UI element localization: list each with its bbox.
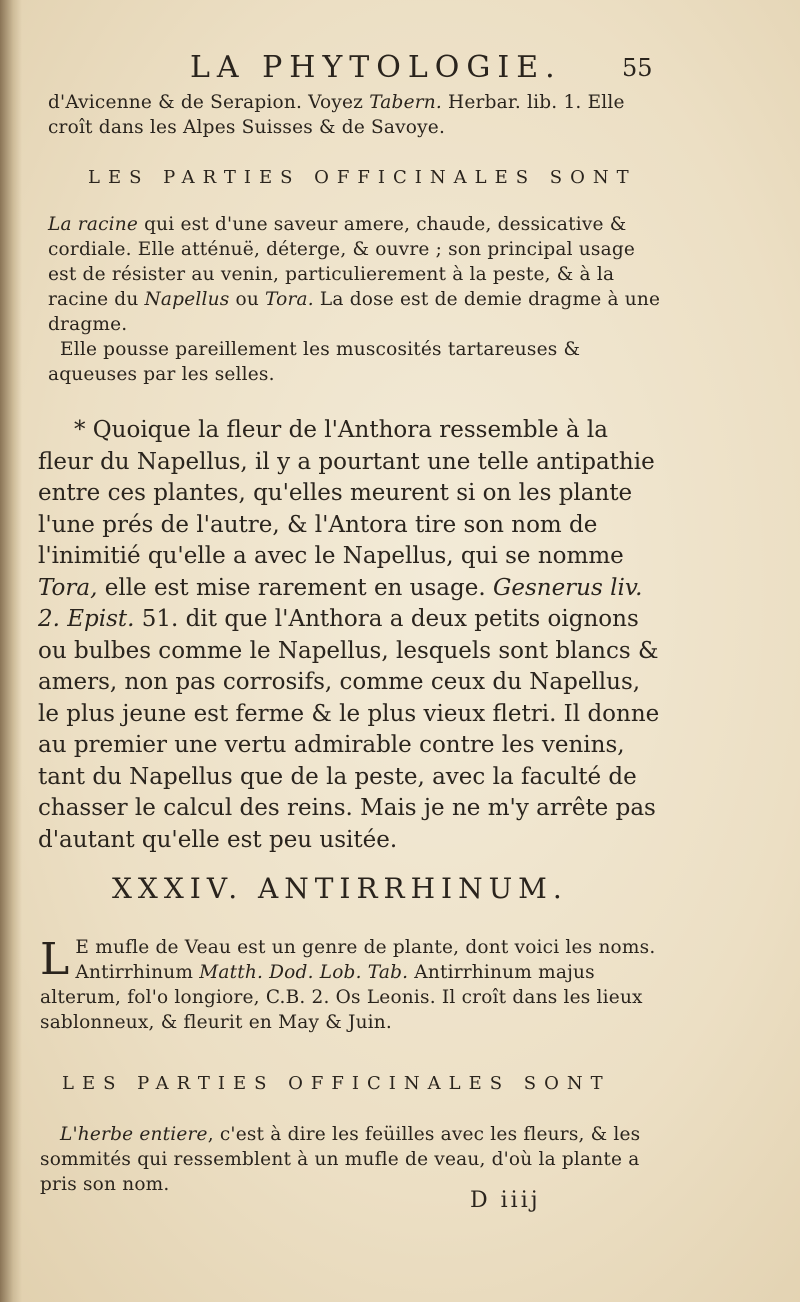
ref-tora: Tora. (265, 289, 314, 310)
signature-mark: D iiij (470, 1188, 541, 1213)
page-number: 55 (622, 54, 653, 82)
p1-text-a: qui est d'une saveur amere, chaude, dessicative & cordiale. Elle atténuë, déterge, & ouvre ; son principal usage est de résister au venin, particulierement à la peste, & à la racine du (48, 214, 636, 310)
p1-text-b: ou (229, 289, 266, 310)
drop-cap: L (40, 934, 70, 985)
section-heading-2: LES PARTIES OFFICINALES SONT (62, 1073, 611, 1094)
note-paragraph (38, 415, 668, 856)
note-text-c: 51. dit que l'Anthora a deux petits oignons ou bulbes comme le Napellus, lesquels sont blancs & amers, non pas corrosifs, comme ceux du Napellus, le plus jeune est ferme & le plus vieux fletri. Il donne au premier une vertu admirable contre les venins, tant du Napellus que de la peste, avec la faculté de chasser le calcul des reins. Mais je ne m'y arrête pas d'autant qu'elle est peu usitée. (38, 606, 660, 853)
ref-tora-2: Tora, (38, 574, 98, 601)
page-spine-shadow (0, 0, 22, 1302)
ref-gesnerus: Gesnerus liv. 2. Epist. (38, 574, 643, 632)
lead-herbe: L'herbe entiere (60, 1124, 208, 1145)
section-heading-1: LES PARTIES OFFICINALES SONT (88, 167, 637, 188)
section1-paragraph-1 (48, 212, 668, 337)
section1-paragraph-2: Elle pousse pareillement les muscosités tartareuses & aqueuses par les selles. (48, 339, 581, 385)
ref-napellus: Napellus (144, 289, 230, 310)
section2-paragraph (40, 1122, 670, 1197)
intro-paragraph (48, 90, 668, 140)
intro-text-b: Herbar. lib. 1. Elle croît dans les Alpes Suisses & de Savoye. (48, 92, 625, 138)
lead-racine: La racine (48, 214, 139, 235)
chapter-text-a: E mufle de Veau est un genre de plante, dont voici les noms. Antirrhinum (75, 937, 656, 983)
intro-text-a: d'Avicenne & de Serapion. Voyez (48, 92, 370, 113)
p1-text-c: La dose est de demie dragme à une dragme. (48, 289, 661, 335)
chapter-refs: Matth. Dod. Lob. Tab. (199, 962, 409, 983)
ref-tabern: Tabern. (369, 92, 442, 113)
chapter-title: XXXIV. ANTIRRHINUM. (112, 872, 568, 905)
chapter-text-b: Antirrhinum majus alterum, fol'o longiore, C.B. 2. Os Leonis. Il croît dans les lieux sablonneux, & fleurit en May & Juin. (40, 962, 643, 1033)
note-text-b: elle est mise rarement en usage. (97, 574, 493, 601)
note-text-a: * Quoique la fleur de l'Anthora ressemble à la fleur du Napellus, il y a pourtant une telle antipathie entre ces plantes, qu'elles meurent si on les plante l'une prés de l'autre, & l'Antora tire son nom de l'inimitié qu'elle a avec le Napellus, qui se nomme (38, 417, 655, 569)
running-title: LA PHYTOLOGIE. (190, 50, 562, 85)
chapter-paragraph (40, 935, 670, 1035)
section2-text: , c'est à dire les feüilles avec les fleurs, & les sommités qui ressemblent à un mufle de veau, d'où la plante a pris son nom. (40, 1124, 641, 1195)
